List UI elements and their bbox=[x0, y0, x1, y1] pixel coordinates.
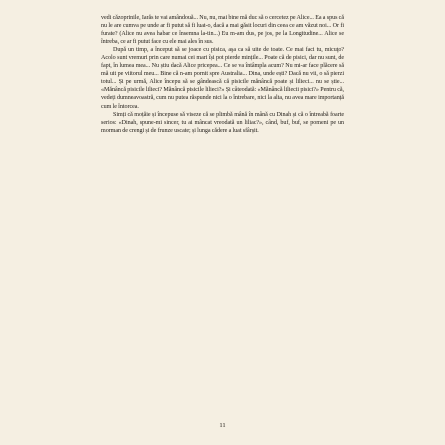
paragraph: După un timp, a început să se joace cu pisica, aşa ca să uite de toate. Ce mai faci tu, micuţo? Acolo sunt vremuri prin care numai cei mari își pot pierde mințile... Poate că de pisici, dar nu sunt, de fapt, în lumea mea... Nu știu dacă Alice pricepea... Ce se va întâmpla acum? Nu mi-ar face plăcere să mă uit pe viitorul meu... Bine că n-am pornit spre Australia... Dina, unde ești? Dacă nu vii, o să pierzi totul... Și pe urmă, Alice începu să se gândească că pisicile mănâncă poate și lilieci... nu se știe... «Mănâncă pisicile lilieci? Mănâncă pisicile lilieci?» Și câteodată: «Mănâncă liliecii pisici?» Pentru că, vedeți dumneavoastră, cum nu putea răspunde nici la o întrebare, nici la alta, nu avea mare importanță cum le întorcea. bbox=[101, 47, 344, 110]
page-number: 11 bbox=[219, 422, 226, 429]
paragraph: vedi căzoprinile, Iarăs te vai amândouă... Nu, nu, mai bine mă duc să o cercetez pe Alice... Ea a spus că nu le are cumva pe unde ar fi putut să fi luat-o, dacă a mai găsit locuri din ceea ce am văzut noi... Or fi furate? (Alice nu avea habar ce însemna la-tin...) Eu m-am dus, pe jos, pe la Longitudine... Alice se întreba, ce ar fi putut face cu ele mai ales în sus. bbox=[101, 15, 344, 46]
paragraph: Simți că moțăie și începuse să viseze că se plimbă mână în mână cu Dinah și că o întreabă foarte serios: «Dinah, spune-mi sincer, tu ai mâncat vreodată un liliac?», când, buf, buf, se pomeni pe un morman de crengi și de frunze uscate; și lunga cădere a luat sfârșit. bbox=[101, 111, 344, 134]
body-text bbox=[101, 14, 344, 135]
